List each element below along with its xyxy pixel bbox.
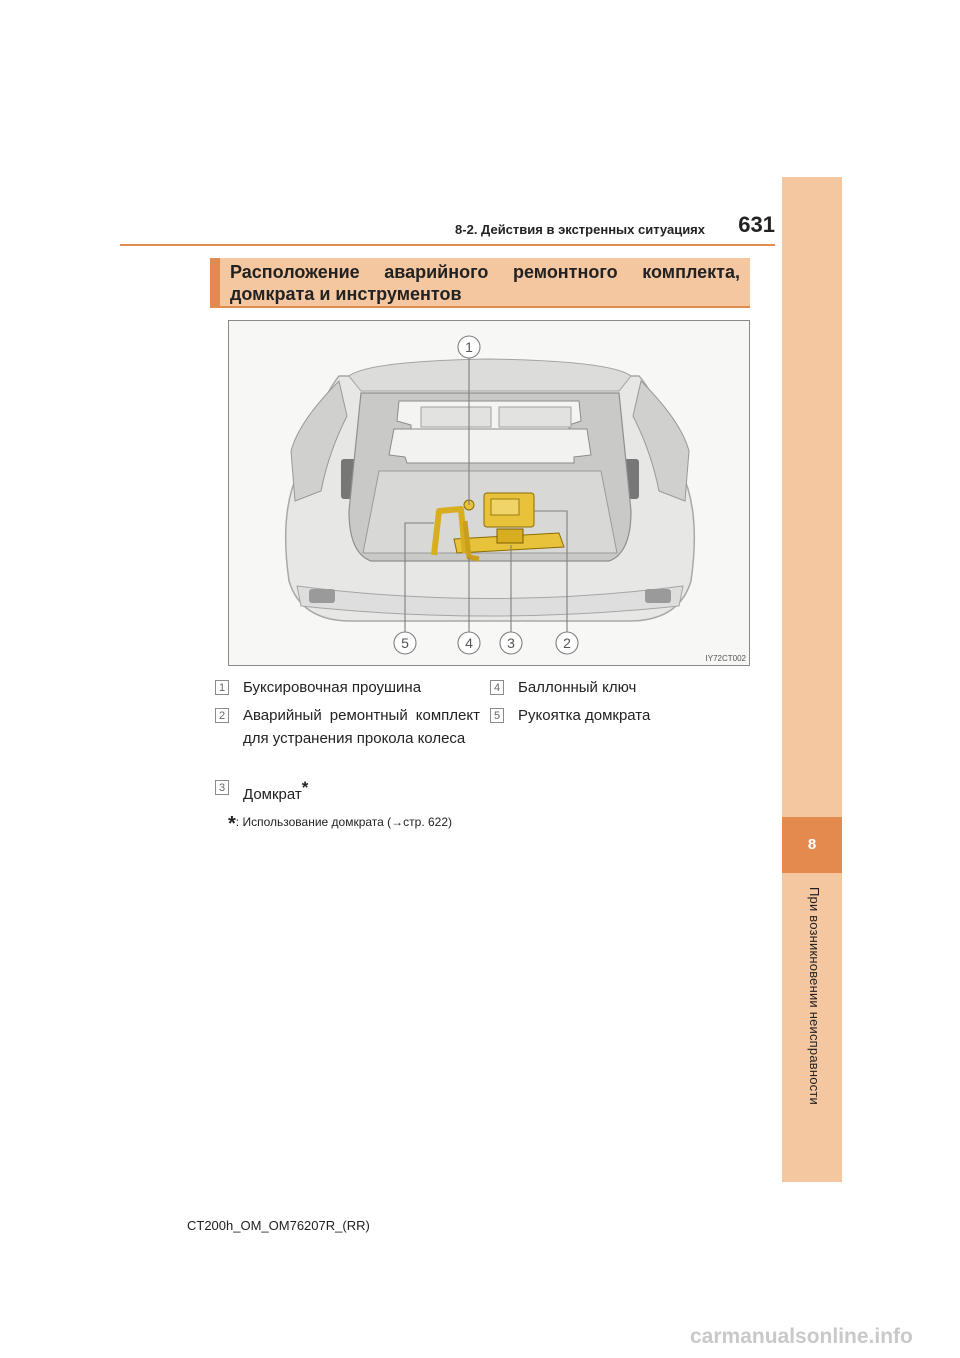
- chapter-side-tab: [782, 177, 842, 1182]
- callout-2: [556, 632, 578, 654]
- legend-number: 1: [215, 680, 229, 695]
- callout-4: [458, 632, 480, 654]
- legend-label: Баллонный ключ: [518, 679, 637, 696]
- legend-number: 4: [490, 680, 504, 695]
- legend-label: Домкрат: [243, 786, 302, 803]
- footnote-text: : Использование домкрата (: [235, 815, 392, 829]
- legend-number: 5: [490, 708, 504, 723]
- page-number: 631: [738, 212, 775, 237]
- header-rule: [120, 244, 775, 246]
- section-title-box: [210, 258, 750, 306]
- title-rule: [210, 306, 750, 308]
- callout-4-label: 4: [465, 635, 473, 651]
- page-title: Расположение аварийного ремонтного комплекта, домкрата и инструментов: [230, 262, 740, 304]
- doc-code: CT200h_OM_OM76207R_(RR): [187, 1218, 370, 1233]
- running-header: [120, 210, 775, 240]
- callout-3: [500, 632, 522, 654]
- legend-label: Аварийный ремонтный комплект для устранения прокола колеса: [243, 707, 480, 747]
- section-title: 8-2. Действия в экстренных ситуациях: [455, 222, 705, 237]
- footnote-star: *: [228, 813, 236, 835]
- watermark: carmanualsonline.info: [690, 1325, 913, 1348]
- trunk-drawing: [229, 321, 751, 667]
- callout-1: [458, 336, 480, 358]
- callout-1-label: 1: [465, 339, 473, 355]
- legend-number: 3: [215, 780, 229, 795]
- footnote-page-ref[interactable]: стр. 622): [403, 815, 453, 829]
- legend-item: [215, 704, 480, 776]
- figure-code: IY72CT002: [705, 654, 746, 663]
- chapter-title: При возникновении неисправности: [807, 887, 822, 1105]
- chapter-number: 8: [782, 817, 842, 873]
- legend-label: Буксировочная проушина: [243, 679, 422, 696]
- callout-2-label: 2: [563, 635, 571, 651]
- callout-5-label: 5: [401, 635, 409, 651]
- arrow-icon: →: [391, 815, 404, 829]
- callout-5: [394, 632, 416, 654]
- legend-label: Рукоятка домкрата: [518, 707, 651, 724]
- footnote: [228, 813, 452, 836]
- footnote-marker: *: [301, 778, 309, 797]
- legend-number: 2: [215, 708, 229, 723]
- callout-3-label: 3: [507, 635, 515, 651]
- trunk-illustration: [228, 320, 750, 666]
